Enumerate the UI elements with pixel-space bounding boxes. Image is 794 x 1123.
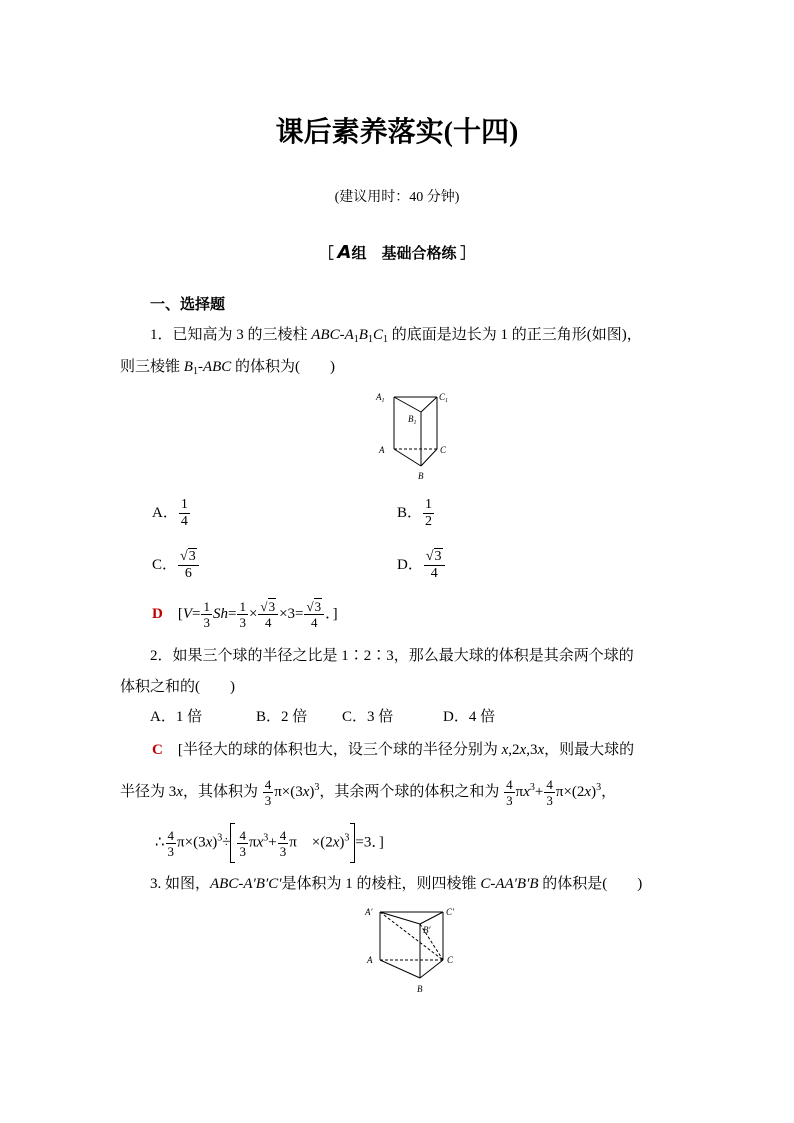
fraction-4: [304, 599, 324, 630]
q2-answer-text-post: ，则最大球的: [544, 742, 635, 758]
result: =3．]: [355, 834, 384, 851]
cube-exponent: 3: [529, 781, 535, 793]
var-sh: Sh: [212, 605, 228, 622]
var-x: x: [519, 742, 527, 758]
denominator: 3: [239, 843, 246, 859]
numerator: 4: [264, 777, 272, 792]
equals: =: [227, 605, 237, 622]
denominator: 3: [239, 615, 246, 630]
group-bracket-close: ］: [456, 246, 476, 262]
pi-times-2: π ×(2: [289, 834, 333, 851]
label-a1-letter: A: [376, 392, 382, 402]
divide-sign: ÷: [222, 834, 231, 851]
text-others: ，其余两个球的体积之和为: [319, 783, 504, 800]
q1-line2-post: 的体积为( ): [231, 359, 336, 375]
close-paren: ): [339, 834, 345, 851]
q1-option-c: [152, 549, 200, 582]
option-d-denominator: 4: [430, 566, 438, 581]
q1-answer-close: ．]: [325, 605, 338, 622]
fraction-3: [258, 599, 278, 630]
suggested-time: (建议用时：40 分钟): [334, 190, 460, 205]
var-x: x: [176, 783, 183, 800]
numerator: 1: [239, 599, 246, 614]
text-comma-3: ,3: [526, 742, 538, 758]
q3-mid: 是体积为 1 的棱柱，则四棱锥: [281, 876, 481, 892]
q3-apex-c: C: [480, 876, 491, 892]
group-letter: A: [337, 242, 352, 263]
radicand: 3: [268, 599, 276, 614]
radicand: 3: [188, 549, 196, 564]
q3-stem: [150, 874, 642, 894]
label-a1: [375, 392, 385, 404]
label-b1-sub: 1: [413, 420, 417, 426]
option-a-letter: A．: [152, 504, 178, 521]
var-x: x: [501, 742, 509, 758]
fraction-1: [201, 599, 212, 630]
q3-dash: -: [490, 876, 496, 892]
q2-option-d: D．4 倍: [443, 709, 496, 725]
close-paren: ): [212, 834, 218, 851]
denominator: 3: [264, 793, 272, 808]
q2-stem-line2: 体积之和的( ): [120, 679, 235, 695]
edge-a1b1: [394, 397, 421, 412]
option-c-letter: C．: [152, 556, 178, 573]
cube-exponent: 3: [344, 832, 350, 844]
var-x: x: [584, 783, 592, 800]
option-d-fraction: [424, 549, 445, 582]
denominator: 3: [203, 615, 210, 630]
q2-answer-line1: [152, 740, 634, 760]
q2-answer-text: [半径大的球的体积也大，设三个球的半径分别为: [162, 742, 502, 758]
line-end-comma: ，: [601, 783, 617, 800]
close-paren: ): [591, 783, 597, 800]
sqrt-sign: √: [425, 549, 434, 564]
q1-text-pre: 1．已知高为 3 的三棱柱: [150, 327, 312, 343]
q1-answer: [152, 599, 338, 630]
denominator: 4: [264, 615, 272, 630]
numerator: [258, 599, 278, 615]
edge-a1b1: [380, 912, 420, 924]
times: ×: [248, 605, 258, 622]
edge-b1c1: [420, 912, 443, 924]
fraction-2: [237, 599, 248, 630]
section-title: 一、选择题: [150, 297, 226, 313]
option-b-fraction: [423, 497, 434, 530]
denominator: 4: [311, 615, 318, 630]
cube-exponent: 3: [314, 781, 320, 793]
label-a-prime: A′: [365, 907, 373, 917]
q3-base: AA′B′B: [495, 876, 539, 892]
option-b-numerator: 1: [425, 497, 433, 512]
plus: +: [534, 783, 544, 800]
label-b: B: [417, 984, 423, 994]
edge-ab: [380, 960, 420, 978]
label-b1-letter: B: [408, 414, 414, 424]
q1-vertex-c: C: [372, 327, 383, 343]
option-b-letter: B．: [397, 504, 423, 521]
label-b: B: [418, 471, 424, 481]
q3-dash: -: [238, 876, 244, 892]
q1-prism-figure: [370, 385, 460, 485]
q1-line2-abc: ABC: [202, 359, 232, 375]
cube-exponent: 3: [217, 832, 223, 844]
label-c1-sub: 1: [445, 398, 449, 404]
q2-answer-line3: [155, 823, 384, 863]
close-paren: ): [309, 783, 315, 800]
pi: π: [248, 834, 257, 851]
q1-prism-abc: ABC: [311, 327, 340, 343]
q3-post: 的体积是( ): [538, 876, 643, 892]
group-bracket-open: ［: [318, 246, 338, 262]
text-comma-2: ,2: [508, 742, 520, 758]
q3-prime-abc: A′B′C′: [243, 876, 282, 892]
var-x: x: [523, 783, 530, 800]
option-c-numerator: [178, 549, 199, 566]
q1-vertex-a: A: [344, 327, 354, 343]
q1-subscript: 1: [367, 334, 373, 345]
option-d-numerator: [424, 549, 445, 566]
var-x: x: [332, 834, 340, 851]
fraction-four-thirds: [504, 777, 515, 808]
option-d-letter: D．: [397, 556, 423, 573]
fraction-four-thirds: [544, 777, 555, 808]
edge-bc: [421, 449, 437, 466]
q3-prism-figure: [360, 900, 460, 1000]
label-c: C: [447, 955, 454, 965]
q1-subscript: 1: [353, 334, 359, 345]
label-a: A: [379, 445, 385, 455]
q1-line2-dash: -: [197, 359, 203, 375]
q2-option-b: B．2 倍: [256, 709, 308, 725]
denominator: 3: [506, 793, 513, 808]
label-c-prime: C′: [446, 907, 454, 917]
q2-option-a: A．1 倍: [150, 709, 203, 725]
denominator: 3: [167, 843, 175, 859]
option-a-fraction: [179, 497, 190, 530]
text-volume: ，其体积为: [182, 783, 262, 800]
plus: +: [268, 834, 277, 851]
label-b-prime: B′: [423, 925, 431, 935]
page-title: 课后素养落实(十四): [275, 117, 519, 148]
option-b-denominator: 2: [425, 514, 433, 529]
var-x: x: [205, 834, 213, 851]
option-c-fraction: [178, 549, 199, 582]
q2-option-c: C．3 倍: [342, 709, 394, 725]
fraction-four-thirds: [278, 828, 289, 859]
sqrt-sign: √: [180, 549, 188, 564]
edge-b1c1: [421, 397, 437, 412]
q2-stem-line1: 2．如果三个球的半径之比是 1∶2∶3，那么最大球的体积是其余两个球的: [150, 648, 634, 664]
q1-option-a: [152, 497, 191, 530]
label-a: A: [367, 955, 373, 965]
var-v: V: [182, 605, 193, 622]
radicand: 3: [314, 599, 322, 614]
var-x: x: [537, 742, 545, 758]
option-c-denominator: 6: [184, 566, 192, 581]
numerator: 1: [203, 599, 210, 614]
numerator: 4: [279, 827, 287, 843]
sqrt-sign: √: [260, 599, 268, 614]
q1-option-b: [397, 497, 435, 530]
edge-a1c-hidden: [380, 912, 443, 960]
numerator: 4: [546, 777, 553, 792]
label-b1: [408, 414, 417, 426]
left-bracket: [230, 823, 235, 863]
cube-exponent: 3: [263, 832, 269, 844]
q1-vertex-b: B: [358, 327, 368, 343]
edge-ab: [394, 449, 421, 466]
numerator: 4: [239, 827, 246, 843]
pi-times-3: π×(3: [274, 783, 303, 800]
q2-answer-line2: [120, 777, 616, 808]
var-x: x: [256, 834, 264, 851]
q2-answer-letter: C: [152, 742, 163, 758]
q1-line2-pre: 则三棱锥: [120, 359, 184, 375]
q1-line2-vertex-b: B: [183, 359, 193, 375]
edge-bc: [420, 960, 443, 978]
label-c1: [439, 392, 448, 404]
fraction-four-thirds: [237, 828, 248, 859]
fraction-four-thirds: [263, 777, 274, 808]
fraction-four-thirds: [166, 828, 177, 859]
q1-answer-open: [: [162, 605, 183, 622]
q1-answer-letter: D: [152, 605, 163, 622]
text-radius: 半径为 3: [120, 783, 177, 800]
q3-pre: 3. 如图，: [150, 876, 211, 892]
cube-exponent: 3: [596, 781, 602, 793]
numerator: 4: [167, 827, 175, 843]
pi-times-2: π×(2: [555, 783, 585, 800]
var-x: x: [302, 783, 310, 800]
denominator: 3: [546, 793, 553, 808]
therefore-sign: ∴: [155, 834, 165, 851]
label-c: C: [440, 445, 447, 455]
numerator: [304, 599, 324, 615]
q3-abc: ABC: [210, 876, 239, 892]
option-a-denominator: 4: [180, 514, 188, 529]
numerator: 4: [506, 777, 513, 792]
equals: =: [192, 605, 201, 622]
times-three-equals: ×3=: [279, 605, 304, 622]
q1-subscript: 1: [382, 334, 388, 345]
denominator: 3: [279, 843, 287, 859]
label-c1-letter: C: [439, 392, 446, 402]
group-label: 组 基础合格练: [351, 246, 457, 262]
pi: π: [515, 783, 524, 800]
sqrt-sign: √: [306, 599, 314, 614]
q1-option-d: [397, 549, 446, 582]
q1-stem-line1: [150, 325, 642, 350]
label-a1-sub: 1: [381, 398, 385, 404]
q1-line2-subscript: 1: [192, 366, 198, 377]
q1-dash: -: [339, 327, 345, 343]
radicand: 3: [434, 549, 442, 564]
pi-times-3: π×(3: [177, 834, 206, 851]
q1-text-post: 的底面是边长为 1 的正三角形(如图)，: [387, 327, 642, 343]
group-header: [0, 242, 794, 265]
option-a-numerator: 1: [180, 497, 188, 512]
q1-stem-line2: [120, 357, 335, 382]
